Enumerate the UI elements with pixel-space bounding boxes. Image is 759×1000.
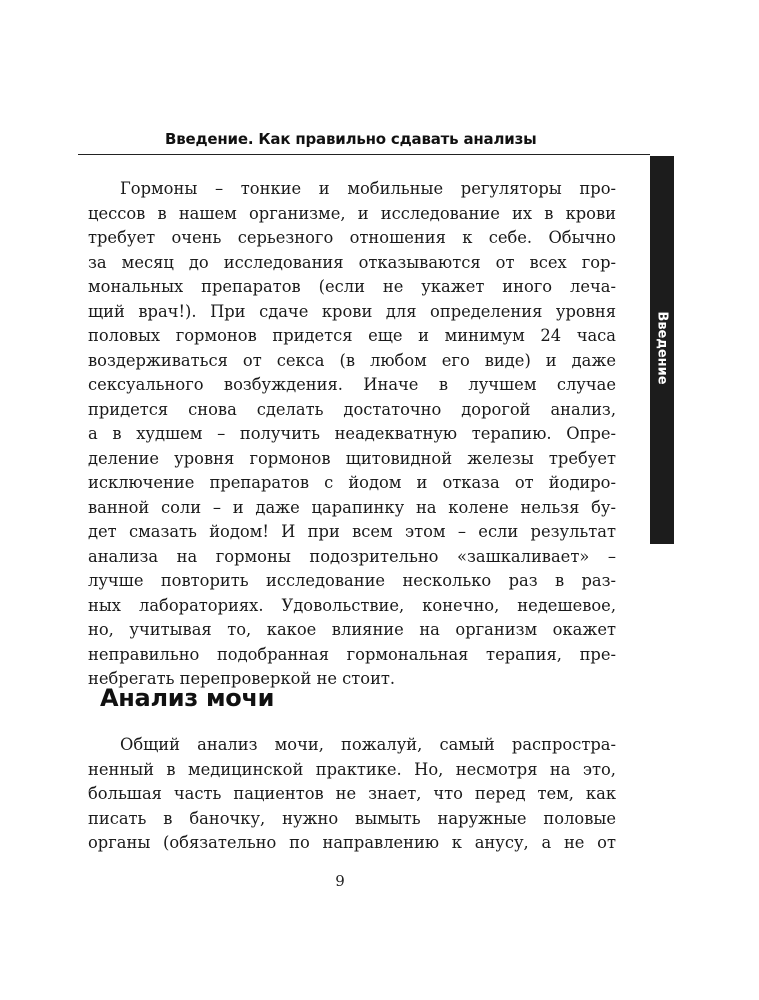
text-line: небрегать перепроверкой не стоит. xyxy=(88,669,396,688)
body-paragraph-2 xyxy=(88,733,616,856)
text-line: а в худшем – получить неадекватную терапию. Опре- xyxy=(88,424,616,443)
text-line: воздерживаться от секса (в любом его виде) и даже xyxy=(88,350,616,370)
text-line: большая часть пациентов не знает, что перед тем, как xyxy=(88,784,616,803)
text-line: писать в баночку, нужно вымыть наружные половые xyxy=(88,808,616,828)
side-tab-label: Введение xyxy=(654,311,670,385)
text-line: Общий анализ мочи, пожалуй, самый распростра- xyxy=(120,735,616,754)
running-head: Введение. Как правильно сдавать анализы xyxy=(165,130,537,148)
text-line: половых гормонов придется еще и минимум 24 часа xyxy=(88,326,616,345)
text-line: сексуального возбуждения. Иначе в лучшем случае xyxy=(88,375,616,394)
text-line: лучше повторить исследование несколько раз в раз- xyxy=(88,571,616,590)
page-number: 9 xyxy=(335,872,345,890)
text-line: неправильно подобранная гормональная терапия, пре- xyxy=(88,644,616,664)
text-line: исключение препаратов с йодом и отказа от йодиро- xyxy=(88,473,616,492)
text-line: ненный в медицинской практике. Но, несмотря на это, xyxy=(88,759,616,779)
text-line: щий врач!). При сдаче крови для определения уровня xyxy=(88,301,616,321)
text-line: требует очень серьезного отношения к себе. Обычно xyxy=(88,228,616,247)
text-line: органы (обязательно по направлению к анусу, а не от xyxy=(88,833,616,852)
text-line: мональных препаратов (если не укажет иного леча- xyxy=(88,277,616,296)
body-paragraph-1 xyxy=(88,177,616,692)
text-line: придется снова сделать достаточно дорогой анализ, xyxy=(88,399,616,419)
header-rule xyxy=(78,154,650,155)
text-line: за месяц до исследования отказываются от всех гор- xyxy=(88,252,616,272)
text-line: Гормоны – тонкие и мобильные регуляторы про- xyxy=(120,179,616,198)
text-line: дет смазать йодом! И при всем этом – если результат xyxy=(88,522,616,541)
text-line: цессов в нашем организме, и исследование их в крови xyxy=(88,203,616,223)
text-line: ных лабораториях. Удовольствие, конечно, недешевое, xyxy=(88,595,616,615)
text-line: ванной соли – и даже царапинку на колене нельзя бу- xyxy=(88,497,616,517)
text-line: деление уровня гормонов щитовидной железы требует xyxy=(88,448,616,468)
text-line: но, учитывая то, какое влияние на организм окажет xyxy=(88,620,616,639)
text-line: анализа на гормоны подозрительно «зашкаливает» – xyxy=(88,546,616,566)
section-heading: Анализ мочи xyxy=(100,684,275,712)
